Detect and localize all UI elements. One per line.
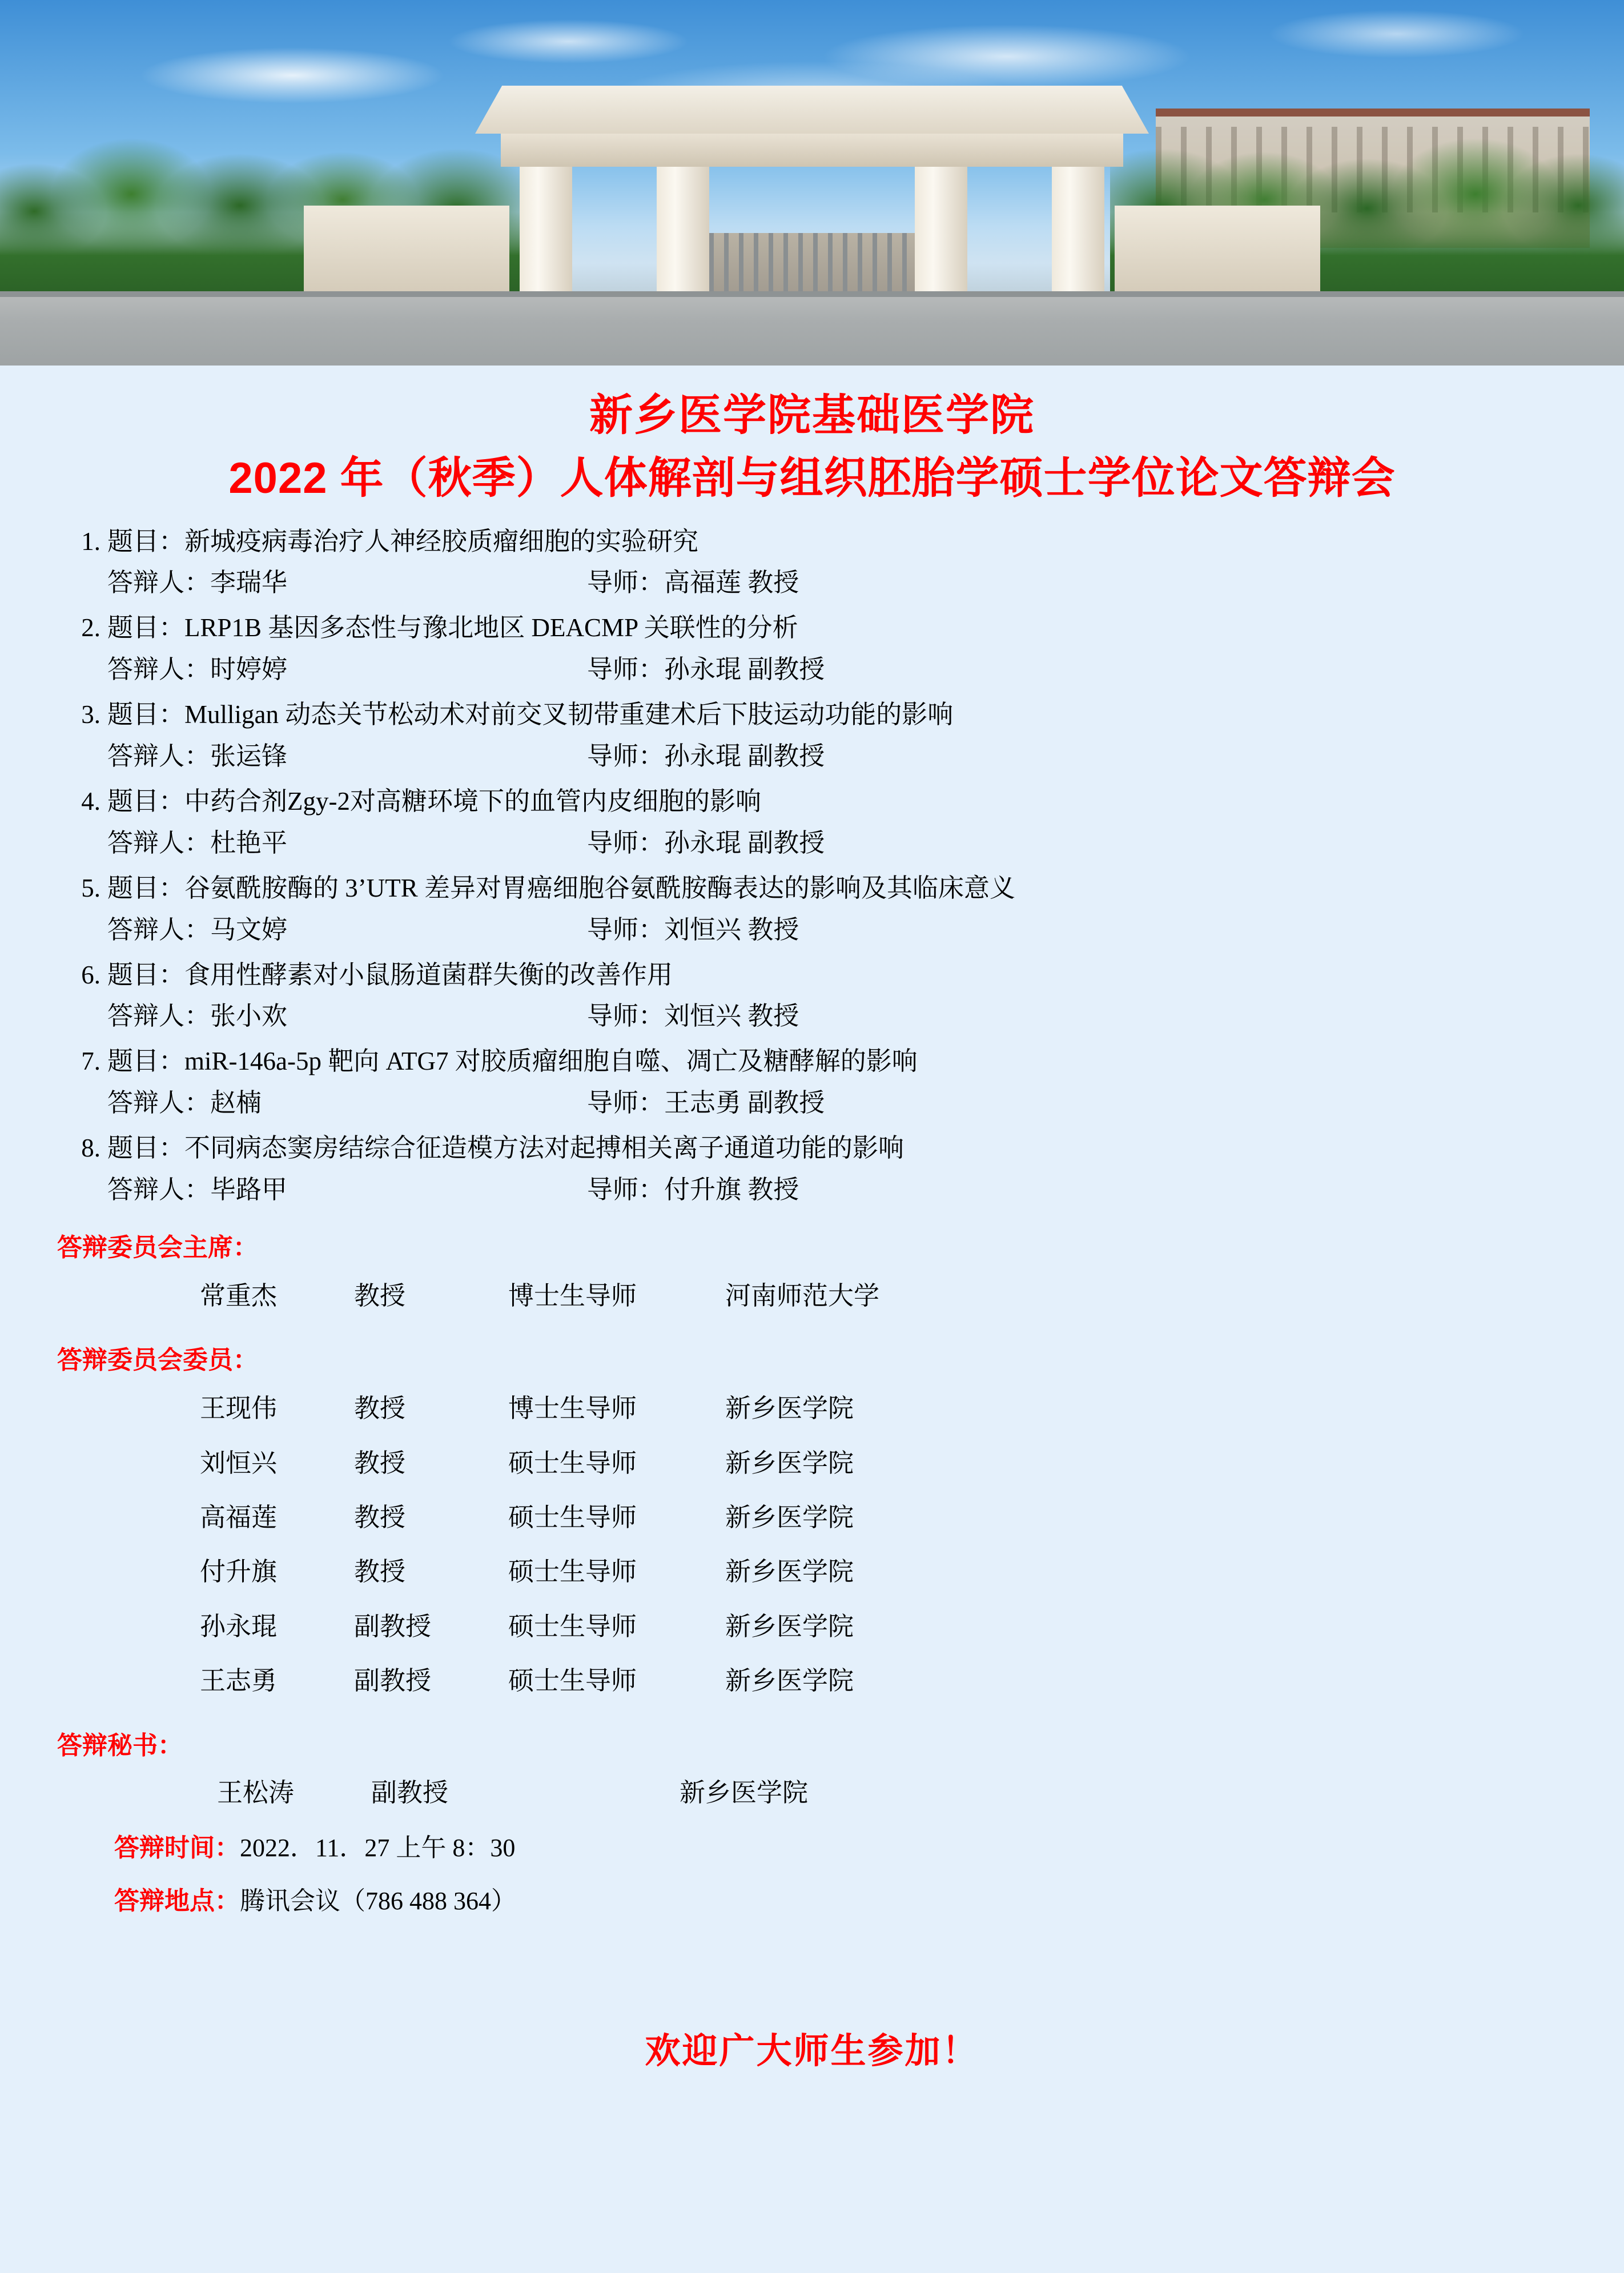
presenter-name: 赵楠: [210, 1089, 262, 1118]
presenter-label: 答辩人：: [107, 915, 211, 944]
secretary-name: 王松涛: [217, 1778, 295, 1807]
entry-number: 3.: [81, 700, 101, 729]
advisor-label: 导师：: [587, 568, 665, 597]
topic-text: 不同病态窦房结综合征造模方法对起搏相关离子通道功能的影响: [184, 1134, 905, 1163]
campus-gate: [475, 86, 1149, 314]
list-item: [63, 954, 1573, 1038]
entry-number: 4.: [81, 786, 101, 816]
table-row: [57, 1600, 1573, 1654]
member-name: 高福莲: [200, 1503, 278, 1532]
member-org: 新乡医学院: [725, 1503, 854, 1532]
defense-time-row: [57, 1824, 1573, 1872]
entry-people-line: [63, 1082, 1573, 1124]
gate-lintel-upper: [475, 86, 1149, 134]
committee-chair-heading: 答辩委员会主席：: [57, 1233, 258, 1262]
advisor-label: 导师：: [587, 1002, 665, 1031]
member-org: 新乡医学院: [725, 1666, 854, 1696]
presenter-label: 答辩人：: [107, 1175, 211, 1204]
presenter-text: [107, 822, 587, 864]
advisor-name: 刘恒兴 教授: [664, 915, 799, 944]
member-org: 新乡医学院: [725, 1448, 854, 1477]
list-item: [63, 1127, 1573, 1211]
entry-topic-line: [63, 781, 1573, 822]
presenter-label: 答辩人：: [107, 828, 211, 857]
list-item: [63, 694, 1573, 777]
presenter-label: 答辩人：: [107, 1002, 211, 1031]
list-item: [63, 868, 1573, 951]
advisor-label: 导师：: [587, 828, 665, 857]
member-name: 刘恒兴: [200, 1448, 278, 1477]
topic-text: LRP1B 基因多态性与豫北地区 DEACMP 关联性的分析: [184, 613, 798, 642]
member-title: 副教授: [354, 1666, 432, 1696]
topic-label: 题目：: [107, 700, 185, 729]
entry-number: 5.: [81, 873, 101, 902]
page-title: [0, 366, 1624, 508]
advisor-name: 孙永琨 副教授: [664, 655, 825, 684]
list-item: [63, 1041, 1573, 1124]
committee-members-heading: 答辩委员会委员：: [57, 1346, 258, 1375]
entry-people-line: [63, 822, 1573, 864]
advisor-label: 导师：: [587, 1175, 665, 1204]
member-title: 教授: [354, 1281, 406, 1310]
secretary-section: [0, 1725, 1624, 1818]
member-org: 新乡医学院: [725, 1612, 854, 1641]
presenter-text: [107, 995, 587, 1037]
entry-number: 8.: [81, 1134, 101, 1163]
title-line-2: 2022 年（秋季）人体解剖与组织胚胎学硕士学位论文答辩会: [228, 454, 1396, 503]
committee-members-section: [0, 1339, 1624, 1708]
presenter-name: 杜艳平: [210, 828, 288, 857]
presenter-name: 张小欢: [210, 1002, 288, 1031]
advisor-name: 付升旗 教授: [664, 1175, 799, 1204]
presenter-text: [107, 1082, 587, 1124]
entry-number: 6.: [81, 960, 101, 989]
member-org: 新乡医学院: [725, 1557, 854, 1587]
defense-place-value: 腾讯会议（786 488 364）: [240, 1887, 516, 1915]
advisor-text: [587, 822, 1573, 864]
advisor-text: [587, 995, 1573, 1037]
advisor-name: 高福莲 教授: [664, 568, 799, 597]
presenter-text: [107, 562, 587, 604]
table-row: [57, 1767, 1573, 1818]
entry-people-line: [63, 909, 1573, 951]
member-role: 硕士生导师: [508, 1666, 637, 1696]
advisor-label: 导师：: [587, 742, 665, 771]
topic-label: 题目：: [107, 786, 185, 816]
entry-people-line: [63, 649, 1573, 690]
gate-lintel-lower: [501, 134, 1123, 167]
topic-label: 题目：: [107, 873, 185, 902]
member-role: 博士生导师: [508, 1281, 637, 1310]
member-role: 硕士生导师: [508, 1503, 637, 1532]
defense-time-value: 2022．11．27 上午 8：30: [240, 1833, 516, 1862]
table-row: [57, 1436, 1573, 1491]
secretary-heading: 答辩秘书：: [57, 1731, 183, 1760]
defense-place-label: 答辩地点：: [114, 1887, 240, 1915]
presenter-text: [107, 1169, 587, 1211]
topic-label: 题目：: [107, 1134, 185, 1163]
topic-label: 题目：: [107, 1047, 185, 1076]
advisor-text: [587, 649, 1573, 690]
advisor-label: 导师：: [587, 655, 665, 684]
entry-topic-line: [63, 954, 1573, 996]
entry-people-line: [63, 1169, 1573, 1211]
table-row: [57, 1545, 1573, 1599]
topic-label: 题目：: [107, 527, 185, 556]
advisor-text: [587, 562, 1573, 604]
presenter-label: 答辩人：: [107, 568, 211, 597]
member-name: 付升旗: [200, 1557, 278, 1587]
topic-text: 中药合剂Zgy-2对高糖环境下的血管内皮细胞的影响: [184, 786, 761, 816]
table-row: [57, 1269, 1573, 1323]
topic-text: 食用性酵素对小鼠肠道菌群失衡的改善作用: [184, 960, 673, 989]
committee-chair-section: [0, 1227, 1624, 1323]
entry-number: 7.: [81, 1047, 101, 1076]
presenter-text: [107, 736, 587, 777]
entry-topic-line: [63, 521, 1573, 563]
entry-number: 2.: [81, 613, 101, 642]
entry-topic-line: [63, 607, 1573, 649]
entry-people-line: [63, 562, 1573, 604]
presenter-text: [107, 649, 587, 690]
table-row: [57, 1654, 1573, 1708]
topic-text: Mulligan 动态关节松动术对前交叉韧带重建术后下肢运动功能的影响: [184, 700, 954, 729]
topic-label: 题目：: [107, 960, 185, 989]
advisor-name: 孙永琨 副教授: [664, 742, 825, 771]
member-org: 河南师范大学: [725, 1281, 880, 1310]
member-role: 博士生导师: [508, 1394, 637, 1423]
plaza-ground: [0, 291, 1624, 366]
member-name: 王志勇: [200, 1666, 278, 1696]
member-name: 常重杰: [200, 1281, 278, 1310]
member-org: 新乡医学院: [725, 1394, 854, 1423]
member-title: 教授: [354, 1503, 406, 1532]
advisor-text: [587, 1082, 1573, 1124]
list-item: [63, 607, 1573, 690]
presenter-name: 李瑞华: [210, 568, 288, 597]
list-item: [63, 521, 1573, 604]
topic-label: 题目：: [107, 613, 185, 642]
presenter-name: 张运锋: [210, 742, 288, 771]
presenter-text: [107, 909, 587, 951]
member-title: 副教授: [354, 1612, 432, 1641]
table-row: [57, 1491, 1573, 1545]
topic-text: 谷氨酰胺酶的 3’UTR 差异对胃癌细胞谷氨酰胺酶表达的影响及其临床意义: [184, 873, 1016, 902]
presenter-name: 马文婷: [210, 915, 288, 944]
member-title: 教授: [354, 1448, 406, 1477]
advisor-text: [587, 736, 1573, 777]
entry-number: 1.: [81, 527, 101, 556]
presenter-label: 答辩人：: [107, 655, 211, 684]
meeting-info-section: [0, 1824, 1624, 1925]
member-title: 教授: [354, 1557, 406, 1587]
member-name: 王现伟: [200, 1394, 278, 1423]
member-title: 教授: [354, 1394, 406, 1423]
defense-entry-list: [0, 521, 1624, 1211]
member-role: 硕士生导师: [508, 1557, 637, 1587]
entry-people-line: [63, 736, 1573, 777]
secretary-title: 副教授: [371, 1778, 449, 1807]
entry-topic-line: [63, 1041, 1573, 1082]
presenter-label: 答辩人：: [107, 1089, 211, 1118]
topic-text: miR-146a-5p 靶向 ATG7 对胶质瘤细胞自噬、凋亡及糖酵解的影响: [184, 1047, 918, 1076]
advisor-label: 导师：: [587, 1089, 665, 1118]
defense-time-label: 答辩时间：: [114, 1833, 240, 1862]
entry-topic-line: [63, 1127, 1573, 1169]
presenter-name: 时婷婷: [210, 655, 288, 684]
advisor-name: 刘恒兴 教授: [664, 1002, 799, 1031]
member-role: 硕士生导师: [508, 1448, 637, 1477]
welcome-message: 欢迎广大师生参加！: [645, 2031, 979, 2071]
member-name: 孙永琨: [200, 1612, 278, 1641]
presenter-name: 毕路甲: [210, 1175, 288, 1204]
advisor-name: 王志勇 副教授: [664, 1089, 825, 1118]
defense-place-row: [57, 1877, 1573, 1925]
banner-photo: [0, 0, 1624, 366]
advisor-text: [587, 909, 1573, 951]
topic-text: 新城疫病毒治疗人神经胶质瘤细胞的实验研究: [184, 527, 699, 556]
table-row: [57, 1382, 1573, 1436]
secretary-org: 新乡医学院: [680, 1778, 809, 1807]
entry-topic-line: [63, 868, 1573, 909]
advisor-name: 孙永琨 副教授: [664, 828, 825, 857]
title-line-1: 新乡医学院基础医学院: [589, 391, 1035, 440]
entry-topic-line: [63, 694, 1573, 736]
list-item: [63, 781, 1573, 864]
presenter-label: 答辩人：: [107, 742, 211, 771]
advisor-label: 导师：: [587, 915, 665, 944]
advisor-text: [587, 1169, 1573, 1211]
member-role: 硕士生导师: [508, 1612, 637, 1641]
entry-people-line: [63, 995, 1573, 1037]
